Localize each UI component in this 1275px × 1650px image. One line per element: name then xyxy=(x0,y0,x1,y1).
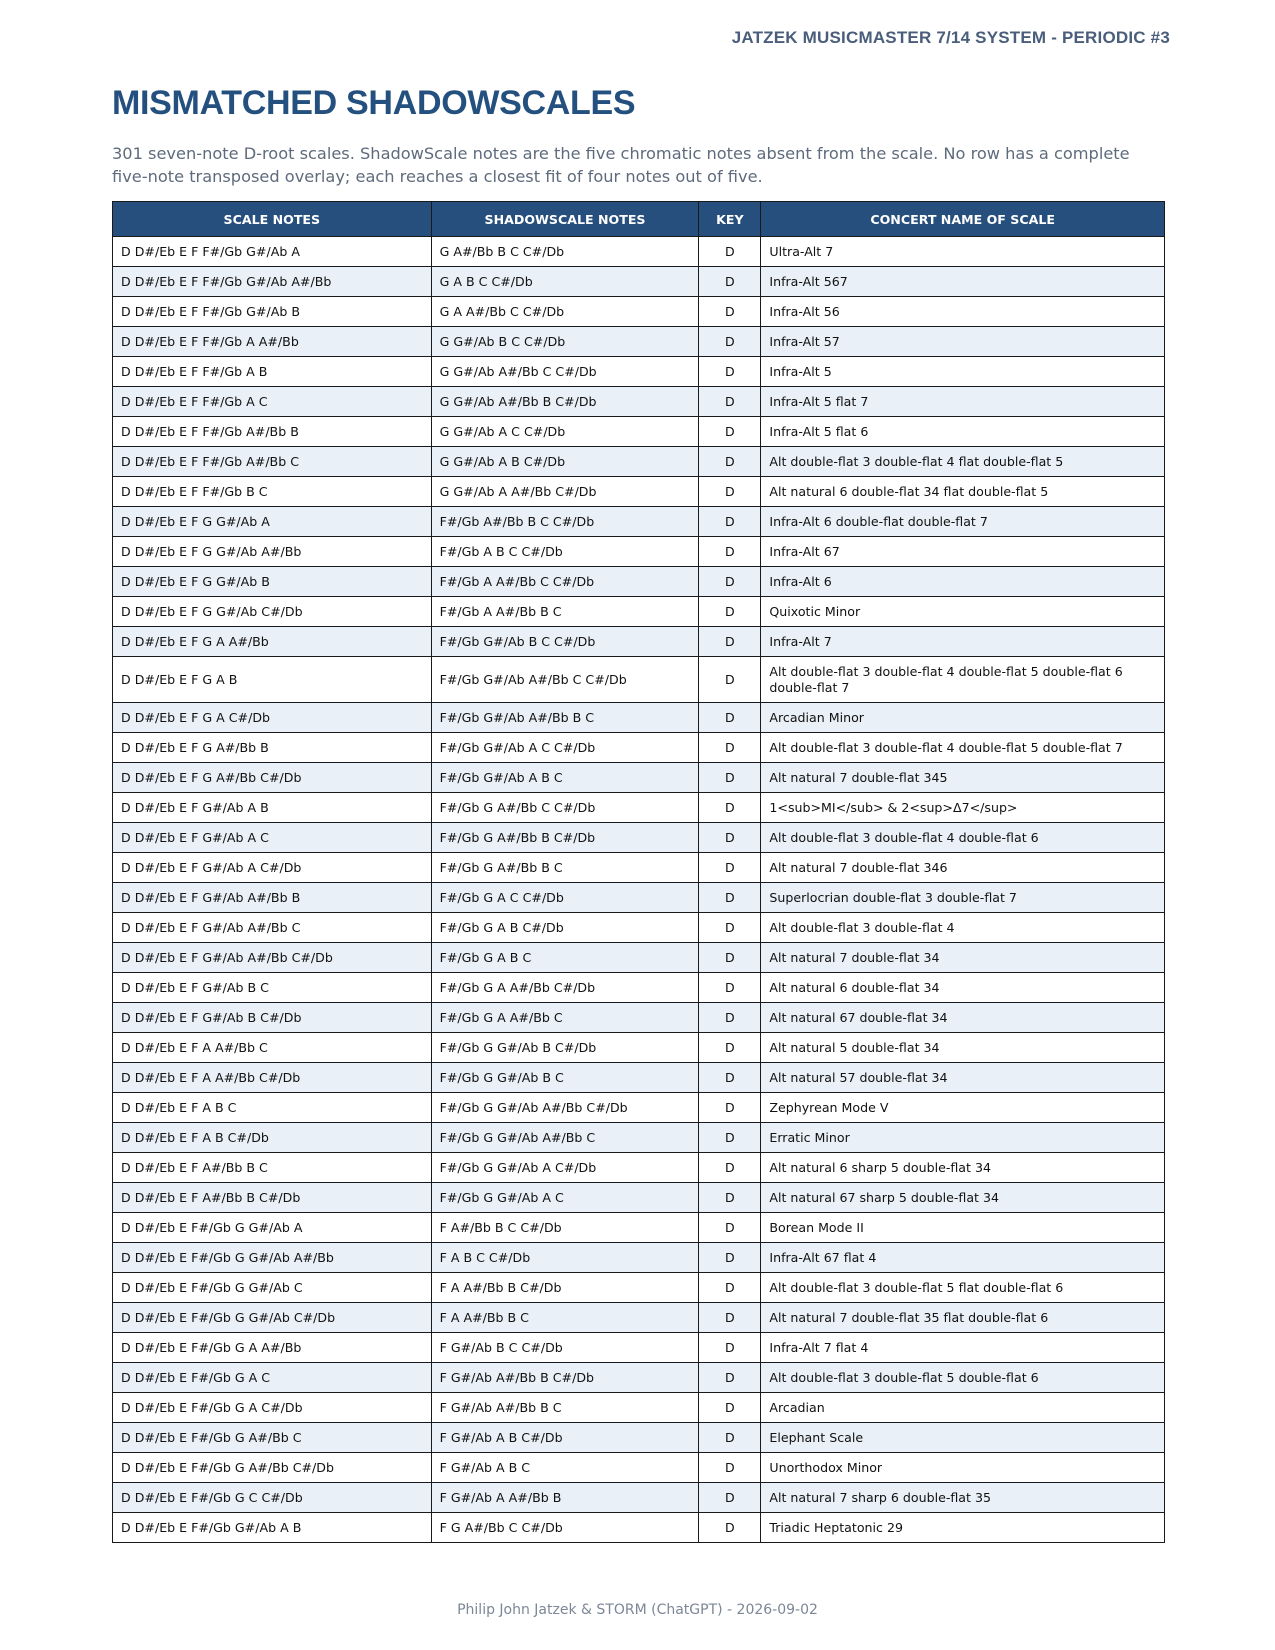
table-row xyxy=(113,417,1165,447)
concert-name-cell: Alt natural 7 sharp 6 double-flat 35 xyxy=(761,1483,1165,1513)
table-row xyxy=(113,1093,1165,1123)
intro-paragraph: 301 seven-note D-root scales. ShadowScale notes are the five chromatic notes absent from the scale. No row has a complete five-note transposed overlay; each reaches a closest fit of four notes out of five. xyxy=(112,144,1130,186)
key-cell: D xyxy=(699,327,761,357)
shadowscale-notes-cell: F#/Gb G A B C#/Db xyxy=(431,913,699,943)
concert-name-cell: Infra-Alt 5 flat 6 xyxy=(761,417,1165,447)
key-cell: D xyxy=(699,1393,761,1423)
scale-notes-cell: D D#/Eb E F#/Gb G A C xyxy=(113,1363,432,1393)
key-cell: D xyxy=(699,507,761,537)
key-cell: D xyxy=(699,823,761,853)
table-row xyxy=(113,267,1165,297)
key-cell: D xyxy=(699,793,761,823)
shadowscale-notes-cell: F#/Gb G#/Ab A C C#/Db xyxy=(431,733,699,763)
page-title: MISMATCHED SHADOWSCALES xyxy=(112,84,636,122)
concert-name-cell: Alt natural 6 double-flat 34 flat double-flat 5 xyxy=(761,477,1165,507)
shadowscale-notes-cell: G G#/Ab B C C#/Db xyxy=(431,327,699,357)
table-row xyxy=(113,793,1165,823)
key-cell: D xyxy=(699,1063,761,1093)
table-row xyxy=(113,943,1165,973)
table-row xyxy=(113,913,1165,943)
concert-name-cell: Ultra-Alt 7 xyxy=(761,237,1165,267)
scales-table xyxy=(112,201,1165,1543)
table-row xyxy=(113,297,1165,327)
key-cell: D xyxy=(699,1183,761,1213)
table-row xyxy=(113,327,1165,357)
concert-name-cell: Infra-Alt 567 xyxy=(761,267,1165,297)
key-cell: D xyxy=(699,597,761,627)
shadowscale-notes-cell: F#/Gb G G#/Ab A#/Bb C xyxy=(431,1123,699,1153)
concert-name-cell: Borean Mode II xyxy=(761,1213,1165,1243)
table-row xyxy=(113,973,1165,1003)
concert-name-cell: Infra-Alt 5 flat 7 xyxy=(761,387,1165,417)
concert-name-cell: Alt natural 57 double-flat 34 xyxy=(761,1063,1165,1093)
shadowscale-notes-cell: F#/Gb G G#/Ab A C#/Db xyxy=(431,1153,699,1183)
key-cell: D xyxy=(699,447,761,477)
concert-name-cell: Erratic Minor xyxy=(761,1123,1165,1153)
scale-notes-cell: D D#/Eb E F F#/Gb A C xyxy=(113,387,432,417)
shadowscale-notes-cell: F G#/Ab A B C#/Db xyxy=(431,1423,699,1453)
scale-notes-cell: D D#/Eb E F G G#/Ab B xyxy=(113,567,432,597)
shadowscale-notes-cell: F#/Gb G G#/Ab A C xyxy=(431,1183,699,1213)
concert-name-cell: Alt double-flat 3 double-flat 4 flat double-flat 5 xyxy=(761,447,1165,477)
column-header-scale-notes: SCALE NOTES xyxy=(113,202,432,237)
concert-name-cell: Unorthodox Minor xyxy=(761,1453,1165,1483)
concert-name-cell: Quixotic Minor xyxy=(761,597,1165,627)
shadowscale-notes-cell: F#/Gb G#/Ab B C C#/Db xyxy=(431,627,699,657)
key-cell: D xyxy=(699,1123,761,1153)
scale-notes-cell: D D#/Eb E F#/Gb G A C#/Db xyxy=(113,1393,432,1423)
scale-notes-cell: D D#/Eb E F G#/Ab A C xyxy=(113,823,432,853)
shadowscale-notes-cell: F#/Gb G#/Ab A#/Bb B C xyxy=(431,703,699,733)
scale-notes-cell: D D#/Eb E F G#/Ab A#/Bb C xyxy=(113,913,432,943)
key-cell: D xyxy=(699,1303,761,1333)
shadowscale-notes-cell: F#/Gb G A C C#/Db xyxy=(431,883,699,913)
concert-name-cell: Alt natural 6 sharp 5 double-flat 34 xyxy=(761,1153,1165,1183)
shadowscale-notes-cell: F#/Gb A A#/Bb B C xyxy=(431,597,699,627)
table-row xyxy=(113,477,1165,507)
shadowscale-notes-cell: F#/Gb G A#/Bb B C xyxy=(431,853,699,883)
key-cell: D xyxy=(699,237,761,267)
scale-notes-cell: D D#/Eb E F F#/Gb G#/Ab A#/Bb xyxy=(113,267,432,297)
scale-notes-cell: D D#/Eb E F G A C#/Db xyxy=(113,703,432,733)
table-row xyxy=(113,597,1165,627)
shadowscale-notes-cell: F#/Gb G A A#/Bb C xyxy=(431,1003,699,1033)
table-row xyxy=(113,447,1165,477)
shadowscale-notes-cell: F A A#/Bb B C xyxy=(431,1303,699,1333)
table-row xyxy=(113,507,1165,537)
table-row xyxy=(113,1303,1165,1333)
scale-notes-cell: D D#/Eb E F G G#/Ab A xyxy=(113,507,432,537)
shadowscale-notes-cell: G A A#/Bb C C#/Db xyxy=(431,297,699,327)
table-row xyxy=(113,883,1165,913)
scale-notes-cell: D D#/Eb E F G#/Ab A C#/Db xyxy=(113,853,432,883)
scale-notes-cell: D D#/Eb E F G#/Ab B C#/Db xyxy=(113,1003,432,1033)
key-cell: D xyxy=(699,477,761,507)
concert-name-cell: Zephyrean Mode V xyxy=(761,1093,1165,1123)
key-cell: D xyxy=(699,1093,761,1123)
key-cell: D xyxy=(699,1153,761,1183)
key-cell: D xyxy=(699,297,761,327)
footer-credit: Philip John Jatzek & STORM (ChatGPT) - 2026-09-02 xyxy=(457,1602,818,1618)
concert-name-cell: Infra-Alt 7 flat 4 xyxy=(761,1333,1165,1363)
scale-notes-cell: D D#/Eb E F A A#/Bb C xyxy=(113,1033,432,1063)
concert-name-cell: Alt double-flat 3 double-flat 4 double-flat 5 double-flat 7 xyxy=(761,733,1165,763)
table-row xyxy=(113,1273,1165,1303)
shadowscale-notes-cell: F#/Gb G A#/Bb B C#/Db xyxy=(431,823,699,853)
table-row xyxy=(113,1483,1165,1513)
key-cell: D xyxy=(699,1033,761,1063)
key-cell: D xyxy=(699,657,761,703)
table-row xyxy=(113,1513,1165,1543)
scale-notes-cell: D D#/Eb E F G A#/Bb B xyxy=(113,733,432,763)
concert-name-cell: Alt natural 7 double-flat 35 flat double-flat 6 xyxy=(761,1303,1165,1333)
scale-notes-cell: D D#/Eb E F G#/Ab A#/Bb C#/Db xyxy=(113,943,432,973)
concert-name-cell: Alt natural 7 double-flat 34 xyxy=(761,943,1165,973)
shadowscale-notes-cell: F#/Gb G#/Ab A#/Bb C C#/Db xyxy=(431,657,699,703)
key-cell: D xyxy=(699,567,761,597)
concert-name-cell: Infra-Alt 6 xyxy=(761,567,1165,597)
key-cell: D xyxy=(699,1333,761,1363)
scale-notes-cell: D D#/Eb E F F#/Gb G#/Ab B xyxy=(113,297,432,327)
key-cell: D xyxy=(699,703,761,733)
key-cell: D xyxy=(699,267,761,297)
table-row xyxy=(113,1123,1165,1153)
table-row xyxy=(113,733,1165,763)
concert-name-cell: Alt double-flat 3 double-flat 5 flat double-flat 6 xyxy=(761,1273,1165,1303)
concert-name-cell: Alt double-flat 3 double-flat 5 double-flat 6 xyxy=(761,1363,1165,1393)
shadowscale-notes-cell: G A B C C#/Db xyxy=(431,267,699,297)
key-cell: D xyxy=(699,417,761,447)
shadowscale-notes-cell: F#/Gb A B C C#/Db xyxy=(431,537,699,567)
scale-notes-cell: D D#/Eb E F G G#/Ab C#/Db xyxy=(113,597,432,627)
table-row xyxy=(113,703,1165,733)
concert-name-cell: Arcadian xyxy=(761,1393,1165,1423)
concert-name-cell: Superlocrian double-flat 3 double-flat 7 xyxy=(761,883,1165,913)
scale-notes-cell: D D#/Eb E F F#/Gb G#/Ab A xyxy=(113,237,432,267)
shadowscale-notes-cell: F G#/Ab A#/Bb B C#/Db xyxy=(431,1363,699,1393)
shadowscale-notes-cell: F#/Gb A A#/Bb C C#/Db xyxy=(431,567,699,597)
key-cell: D xyxy=(699,627,761,657)
shadowscale-notes-cell: F G A#/Bb C C#/Db xyxy=(431,1513,699,1543)
shadowscale-notes-cell: F G#/Ab A A#/Bb B xyxy=(431,1483,699,1513)
scale-notes-cell: D D#/Eb E F#/Gb G A A#/Bb xyxy=(113,1333,432,1363)
shadowscale-notes-cell: G A#/Bb B C C#/Db xyxy=(431,237,699,267)
shadowscale-notes-cell: F G#/Ab A#/Bb B C xyxy=(431,1393,699,1423)
table-row xyxy=(113,1153,1165,1183)
table-row xyxy=(113,1213,1165,1243)
key-cell: D xyxy=(699,733,761,763)
key-cell: D xyxy=(699,1213,761,1243)
shadowscale-notes-cell: F A B C C#/Db xyxy=(431,1243,699,1273)
key-cell: D xyxy=(699,1243,761,1273)
table-row xyxy=(113,627,1165,657)
key-cell: D xyxy=(699,853,761,883)
scale-notes-cell: D D#/Eb E F F#/Gb B C xyxy=(113,477,432,507)
scale-notes-cell: D D#/Eb E F A#/Bb B C xyxy=(113,1153,432,1183)
table-body xyxy=(113,237,1165,1543)
key-cell: D xyxy=(699,913,761,943)
shadowscale-notes-cell: F#/Gb G G#/Ab B C xyxy=(431,1063,699,1093)
table-row xyxy=(113,1363,1165,1393)
shadowscale-notes-cell: G G#/Ab A A#/Bb C#/Db xyxy=(431,477,699,507)
running-header: JATZEK MUSICMASTER 7/14 SYSTEM - PERIODIC #3 xyxy=(731,28,1170,47)
key-cell: D xyxy=(699,387,761,417)
scale-notes-cell: D D#/Eb E F F#/Gb A B xyxy=(113,357,432,387)
key-cell: D xyxy=(699,1003,761,1033)
shadowscale-notes-cell: F A A#/Bb B C#/Db xyxy=(431,1273,699,1303)
shadowscale-notes-cell: F#/Gb G#/Ab A B C xyxy=(431,763,699,793)
scale-notes-cell: D D#/Eb E F G#/Ab A B xyxy=(113,793,432,823)
scale-notes-cell: D D#/Eb E F F#/Gb A#/Bb C xyxy=(113,447,432,477)
shadowscale-notes-cell: F#/Gb A#/Bb B C C#/Db xyxy=(431,507,699,537)
scale-notes-cell: D D#/Eb E F G A#/Bb C#/Db xyxy=(113,763,432,793)
table-row xyxy=(113,1183,1165,1213)
table-row xyxy=(113,567,1165,597)
concert-name-cell: Alt natural 5 double-flat 34 xyxy=(761,1033,1165,1063)
scale-notes-cell: D D#/Eb E F#/Gb G#/Ab A B xyxy=(113,1513,432,1543)
concert-name-cell: Alt natural 67 double-flat 34 xyxy=(761,1003,1165,1033)
scale-notes-cell: D D#/Eb E F F#/Gb A#/Bb B xyxy=(113,417,432,447)
concert-name-cell: Infra-Alt 7 xyxy=(761,627,1165,657)
shadowscale-notes-cell: F#/Gb G G#/Ab B C#/Db xyxy=(431,1033,699,1063)
scale-notes-cell: D D#/Eb E F#/Gb G C C#/Db xyxy=(113,1483,432,1513)
shadowscale-notes-cell: F#/Gb G A#/Bb C C#/Db xyxy=(431,793,699,823)
key-cell: D xyxy=(699,763,761,793)
table-row xyxy=(113,1333,1165,1363)
shadowscale-notes-cell: G G#/Ab A#/Bb B C#/Db xyxy=(431,387,699,417)
concert-name-cell: Arcadian Minor xyxy=(761,703,1165,733)
scale-notes-cell: D D#/Eb E F#/Gb G G#/Ab A#/Bb xyxy=(113,1243,432,1273)
scale-notes-cell: D D#/Eb E F F#/Gb A A#/Bb xyxy=(113,327,432,357)
key-cell: D xyxy=(699,537,761,567)
key-cell: D xyxy=(699,1363,761,1393)
table-row xyxy=(113,1063,1165,1093)
scale-notes-cell: D D#/Eb E F G#/Ab B C xyxy=(113,973,432,1003)
scale-notes-cell: D D#/Eb E F#/Gb G G#/Ab A xyxy=(113,1213,432,1243)
table-row xyxy=(113,1393,1165,1423)
table-row xyxy=(113,357,1165,387)
column-header-shadowscale-notes: SHADOWSCALE NOTES xyxy=(431,202,699,237)
concert-name-cell: Infra-Alt 57 xyxy=(761,327,1165,357)
concert-name-cell: Infra-Alt 6 double-flat double-flat 7 xyxy=(761,507,1165,537)
shadowscale-notes-cell: F#/Gb G A B C xyxy=(431,943,699,973)
concert-name-cell: 1<sub>MI</sub> & 2<sup>Δ7</sup> xyxy=(761,793,1165,823)
key-cell: D xyxy=(699,1513,761,1543)
shadowscale-notes-cell: F A#/Bb B C C#/Db xyxy=(431,1213,699,1243)
key-cell: D xyxy=(699,973,761,1003)
scale-notes-cell: D D#/Eb E F G G#/Ab A#/Bb xyxy=(113,537,432,567)
scale-notes-cell: D D#/Eb E F#/Gb G A#/Bb C xyxy=(113,1423,432,1453)
column-header-concert-name: CONCERT NAME OF SCALE xyxy=(761,202,1165,237)
scale-notes-cell: D D#/Eb E F G#/Ab A#/Bb B xyxy=(113,883,432,913)
key-cell: D xyxy=(699,943,761,973)
table-row xyxy=(113,853,1165,883)
table-row xyxy=(113,823,1165,853)
concert-name-cell: Alt double-flat 3 double-flat 4 xyxy=(761,913,1165,943)
concert-name-cell: Infra-Alt 67 xyxy=(761,537,1165,567)
scale-notes-cell: D D#/Eb E F G A B xyxy=(113,657,432,703)
concert-name-cell: Infra-Alt 5 xyxy=(761,357,1165,387)
concert-name-cell: Alt double-flat 3 double-flat 4 double-flat 5 double-flat 6 double-flat 7 xyxy=(761,657,1165,703)
key-cell: D xyxy=(699,1273,761,1303)
table-row xyxy=(113,1453,1165,1483)
shadowscale-notes-cell: G G#/Ab A C C#/Db xyxy=(431,417,699,447)
table-row xyxy=(113,537,1165,567)
concert-name-cell: Elephant Scale xyxy=(761,1423,1165,1453)
concert-name-cell: Alt natural 67 sharp 5 double-flat 34 xyxy=(761,1183,1165,1213)
concert-name-cell: Alt natural 7 double-flat 345 xyxy=(761,763,1165,793)
scale-notes-cell: D D#/Eb E F G A A#/Bb xyxy=(113,627,432,657)
scale-notes-cell: D D#/Eb E F A A#/Bb C#/Db xyxy=(113,1063,432,1093)
shadowscale-notes-cell: G G#/Ab A B C#/Db xyxy=(431,447,699,477)
shadowscale-notes-cell: F#/Gb G A A#/Bb C#/Db xyxy=(431,973,699,1003)
concert-name-cell: Infra-Alt 67 flat 4 xyxy=(761,1243,1165,1273)
key-cell: D xyxy=(699,1453,761,1483)
table-row xyxy=(113,657,1165,703)
table-row xyxy=(113,763,1165,793)
table-row xyxy=(113,1033,1165,1063)
table-header xyxy=(113,202,1165,237)
concert-name-cell: Alt natural 7 double-flat 346 xyxy=(761,853,1165,883)
table-row xyxy=(113,1003,1165,1033)
column-header-key: KEY xyxy=(699,202,761,237)
table-row xyxy=(113,1423,1165,1453)
concert-name-cell: Infra-Alt 56 xyxy=(761,297,1165,327)
table-row xyxy=(113,387,1165,417)
table-row xyxy=(113,1243,1165,1273)
scale-notes-cell: D D#/Eb E F#/Gb G A#/Bb C#/Db xyxy=(113,1453,432,1483)
scale-notes-cell: D D#/Eb E F#/Gb G G#/Ab C#/Db xyxy=(113,1303,432,1333)
key-cell: D xyxy=(699,357,761,387)
shadowscale-notes-cell: F G#/Ab B C C#/Db xyxy=(431,1333,699,1363)
scale-notes-cell: D D#/Eb E F A B C#/Db xyxy=(113,1123,432,1153)
header-row xyxy=(113,202,1165,237)
scale-notes-cell: D D#/Eb E F A B C xyxy=(113,1093,432,1123)
shadowscale-notes-cell: G G#/Ab A#/Bb C C#/Db xyxy=(431,357,699,387)
concert-name-cell: Alt double-flat 3 double-flat 4 double-flat 6 xyxy=(761,823,1165,853)
concert-name-cell: Alt natural 6 double-flat 34 xyxy=(761,973,1165,1003)
scale-notes-cell: D D#/Eb E F#/Gb G G#/Ab C xyxy=(113,1273,432,1303)
key-cell: D xyxy=(699,1423,761,1453)
shadowscale-notes-cell: F#/Gb G G#/Ab A#/Bb C#/Db xyxy=(431,1093,699,1123)
shadowscale-notes-cell: F G#/Ab A B C xyxy=(431,1453,699,1483)
key-cell: D xyxy=(699,883,761,913)
table-row xyxy=(113,237,1165,267)
key-cell: D xyxy=(699,1483,761,1513)
concert-name-cell: Triadic Heptatonic 29 xyxy=(761,1513,1165,1543)
scale-notes-cell: D D#/Eb E F A#/Bb B C#/Db xyxy=(113,1183,432,1213)
